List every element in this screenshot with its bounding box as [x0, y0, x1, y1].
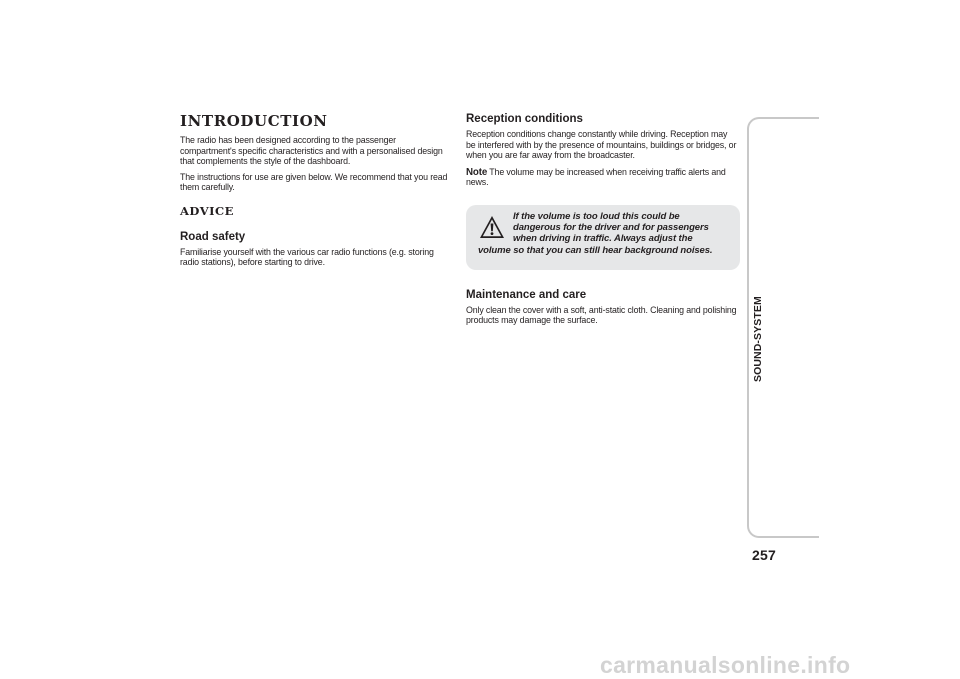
section-title-advice: ADVICE — [180, 203, 234, 218]
warning-text — [478, 211, 728, 257]
road-safety-paragraph: Familiarise yourself with the various car radio functions (e.g. storing radio stations), before starting to drive. — [180, 246, 434, 268]
warning-box — [466, 205, 740, 270]
reception-conditions-paragraph: Reception conditions change constantly while driving. Reception may be interfered with by the presence of mountains, buildings or bridges, or when you are far away from the broadcaster. — [466, 129, 737, 161]
left-column — [180, 112, 450, 274]
reception-conditions-heading: Reception conditions — [466, 113, 583, 125]
right-column — [466, 112, 738, 332]
road-safety-heading: Road safety — [180, 230, 246, 243]
note-label: Note — [466, 165, 488, 178]
intro-paragraph-2: The instructions for use are given below. We recommend that you read them carefully. — [180, 171, 448, 193]
warning-line-2: dangerous for the driver and for passengers — [513, 221, 709, 233]
chapter-label-text: SOUND-SYSTEM — [752, 296, 764, 382]
section-title-introduction: INTRODUCTION — [180, 112, 328, 130]
chapter-label — [752, 296, 772, 382]
maintenance-heading: Maintenance and care — [466, 288, 587, 301]
maintenance-paragraph: Only clean the cover with a soft, anti-static cloth. Cleaning and polishing products may damage the surface. — [466, 304, 737, 326]
note-text: The volume may be increased when receiving traffic alerts and news. — [466, 166, 726, 188]
page-number: 257 — [752, 547, 776, 563]
intro-paragraph-1: The radio has been designed according to the passenger compartment's specific characteristics and with a personalised design that complements the style of the dashboard. — [180, 135, 443, 167]
watermark: carmanualsonline.info — [600, 652, 851, 678]
warning-line-3: when driving in traffic. Always adjust the — [513, 233, 693, 245]
note-paragraph — [466, 167, 738, 189]
warning-line-1: If the volume is too loud this could be — [513, 210, 680, 222]
warning-line-4: volume so that you can still hear background noises. — [478, 244, 713, 256]
